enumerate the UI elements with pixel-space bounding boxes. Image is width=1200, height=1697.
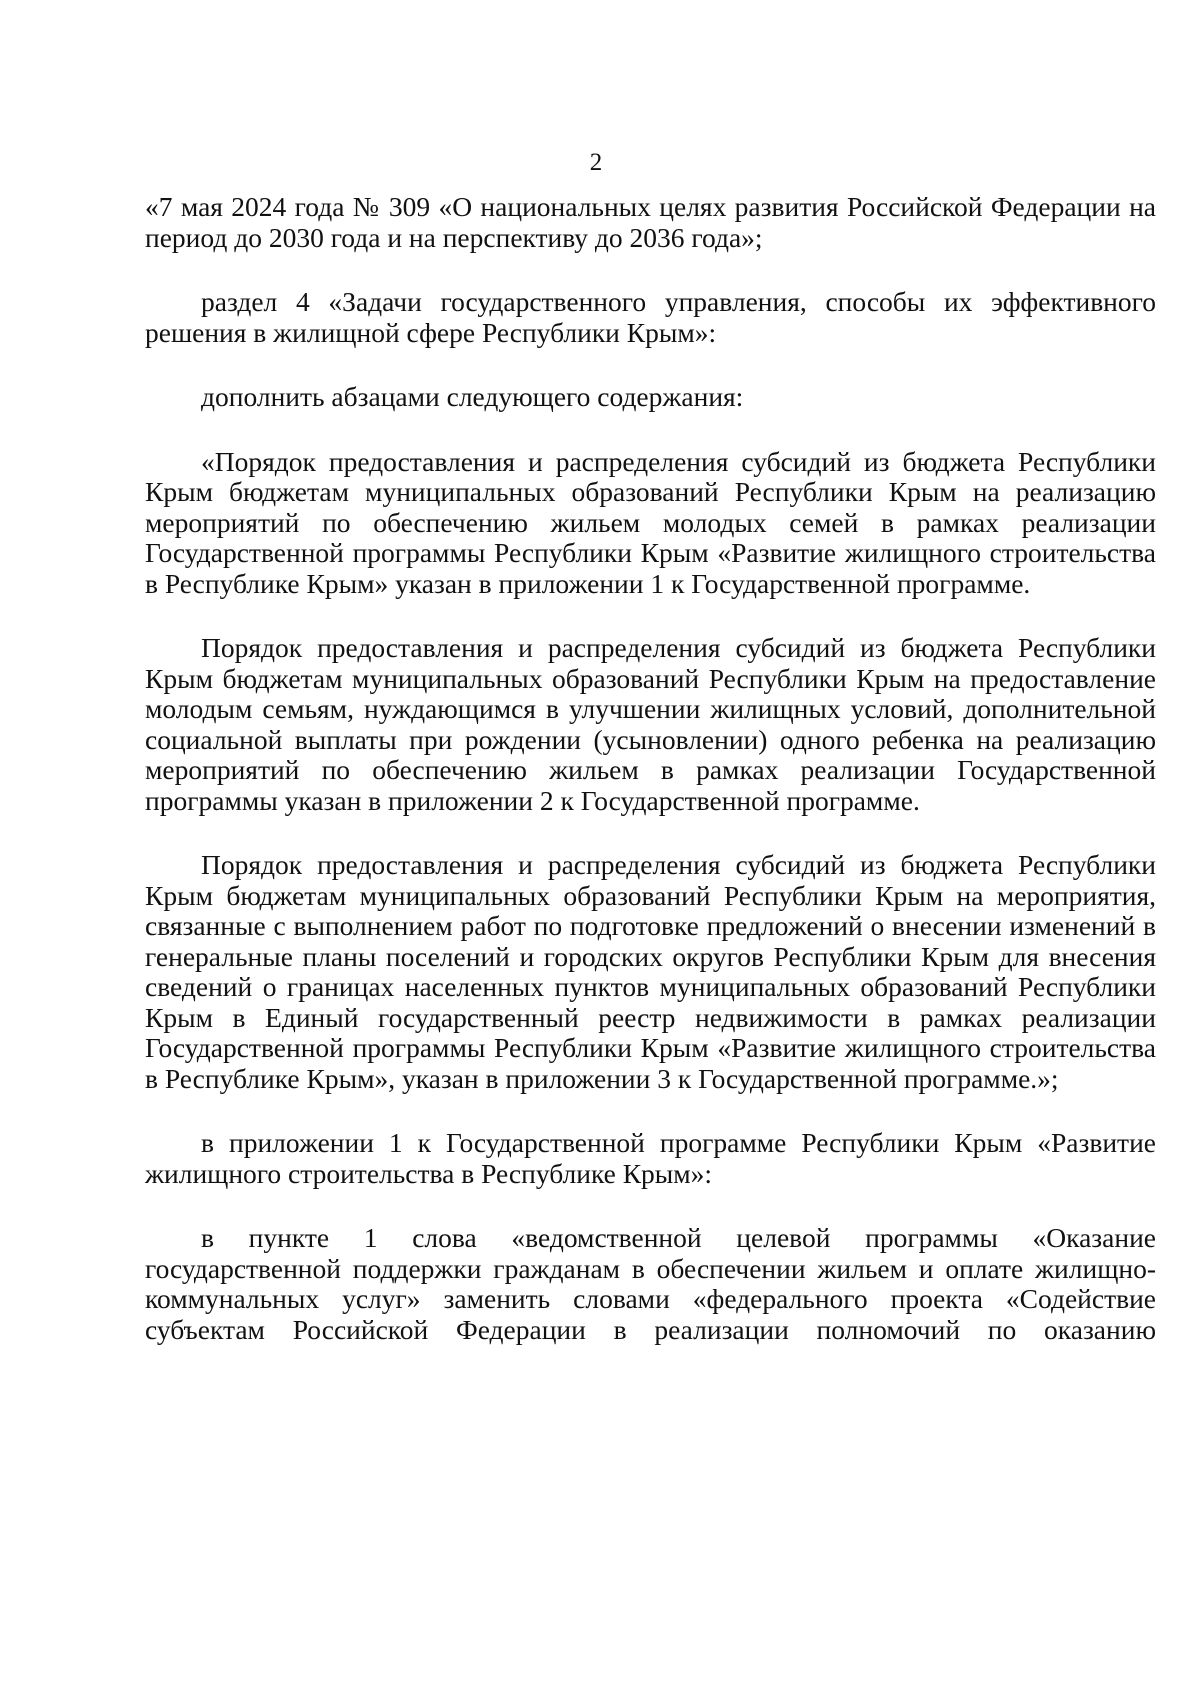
document-body — [145, 192, 1156, 1345]
paragraph-supplement: дополнить абзацами следующего содержания: — [201, 381, 744, 412]
page-number: 2 — [589, 149, 603, 176]
paragraph-decree-reference: «7 мая 2024 года № 309 «О национальных целях развития Российской Федерации на период до 2030 года и на перспективу до 2036 года»; — [145, 191, 1156, 253]
paragraph-appendix-1: в приложении 1 к Государственной программе Республики Крым «Развитие жилищного строительства в Республике Крым»: — [145, 1127, 1156, 1189]
paragraph-item-1: в пункте 1 слова «ведомственной целевой программы «Оказание государственной поддержки гражданам в обеспечении жильем и оплате жилищно-коммунальных услуг» заменить словами «федерального проекта «Содействие субъектам Российской Федерации в реализации полномочий по оказанию — [145, 1222, 1156, 1345]
paragraph-subsidy-order-1: «Порядок предоставления и распределения субсидий из бюджета Республики Крым бюджетам муниципальных образований Республики Крым на реализацию мероприятий по обеспечению жильем молодых семей в рамках реализации Государственной программы Республики Крым «Развитие жилищного строительства в Республике Крым» указан в приложении 1 к Государственной программе. — [145, 445, 1156, 599]
paragraph-subsidy-order-2: Порядок предоставления и распределения субсидий из бюджета Республики Крым бюджетам муниципальных образований Республики Крым на предоставление молодым семьям, нуждающимся в улучшении жилищных условий, дополнительной социальной выплаты при рождении (усыновлении) одного ребенка на реализацию мероприятий по обеспечению жильем в рамках реализации Государственной программы указан в приложении 2 к Государственной программе. — [145, 632, 1156, 816]
paragraph-subsidy-order-3: Порядок предоставления и распределения субсидий из бюджета Республики Крым бюджетам муниципальных образований Республики Крым на мероприятия, связанные с выполнением работ по подготовке предложений о внесении изменений в генеральные планы поселений и городских округов Республики Крым для внесения сведений о границах населенных пунктов муниципальных образований Республики Крым в Единый государственный реестр недвижимости в рамках реализации Государственной программы Республики Крым «Развитие жилищного строительства в Республике Крым», указан в приложении 3 к Государственной программе.»; — [145, 849, 1156, 1094]
paragraph-section-4: раздел 4 «Задачи государственного управления, способы их эффективного решения в жилищной сфере Республики Крым»: — [145, 286, 1156, 348]
